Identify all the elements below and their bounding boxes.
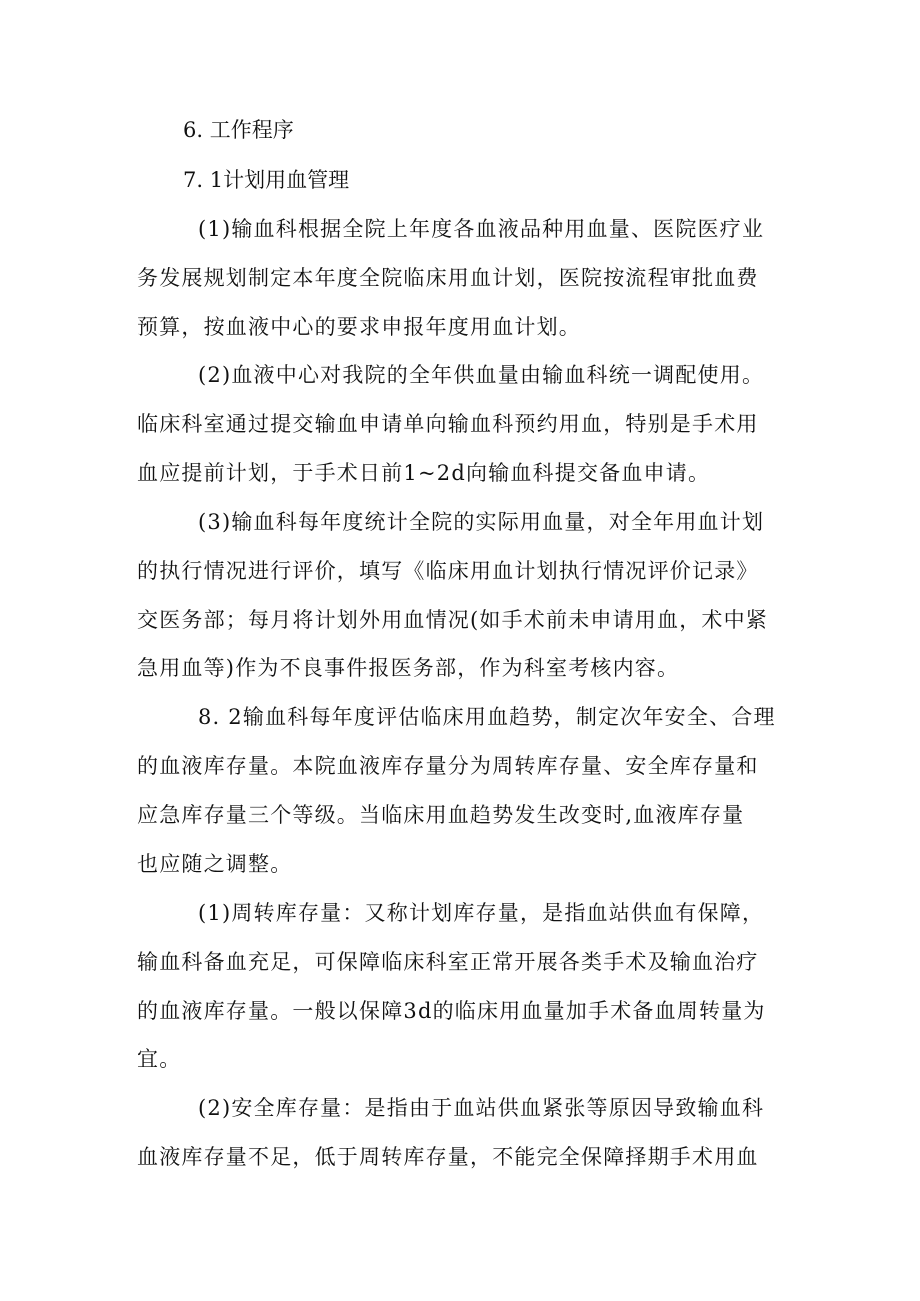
subsection-heading: 7. 1计划用血管理 [183,168,350,192]
paragraph-line: (1)周转库存量：又称计划库存量，是指血站供血有保障， [198,901,765,925]
paragraph-line: (2)安全库存量：是指由于血站供血紧张等原因导致输血科 [198,1096,765,1120]
paragraph-line: 的执行情况进行评价，填写《临床用血计划执行情况评价记录》 [137,559,759,583]
paragraph-line: (1)输血科根据全院上年度各血液品种用血量、医院医疗业 [198,217,765,241]
section-heading: 6. 工作程序 [183,118,294,142]
paragraph-line: 的血液库存量。本院血液库存量分为周转库存量、安全库存量和 [137,754,759,778]
paragraph-line: 应急库存量三个等级。当临床用血趋势发生改变时,血液库存量 [137,803,745,827]
paragraph-line: 临床科室通过提交输血申请单向输血科预约用血，特别是手术用 [137,412,759,436]
paragraph-line: 务发展规划制定本年度全院临床用血计划，医院按流程审批血费 [137,266,759,290]
paragraph-line: 急用血等)作为不良事件报医务部，作为科室考核内容。 [137,656,680,680]
paragraph-line: 宜。 [137,1047,182,1071]
paragraph-line: 的血液库存量。一般以保障3d的临床用血量加手术备血周转量为 [137,999,766,1023]
paragraph-line: 预算，按血液中心的要求申报年度用血计划。 [137,315,581,339]
paragraph-line: 输血科备血充足，可保障临床科室正常开展各类手术及输血治疗 [137,950,759,974]
paragraph-line: 血液库存量不足，低于周转库存量，不能完全保障择期手术用血 [137,1145,759,1169]
paragraph-line: (2)血液中心对我院的全年供血量由输血科统一调配使用。 [198,363,765,387]
paragraph-line: 8. 2输血科每年度评估临床用血趋势，制定次年安全、合理 [198,705,776,729]
paragraph-line: 血应提前计划，于手术日前1~2d向输血科提交备血申请。 [137,461,711,485]
paragraph-line: (3)输血科每年度统计全院的实际用血量，对全年用血计划 [198,510,765,534]
paragraph-line: 也应随之调整。 [137,852,293,876]
paragraph-line: 交医务部；每月将计划外用血情况(如手术前未申请用血，术中紧 [137,608,768,632]
